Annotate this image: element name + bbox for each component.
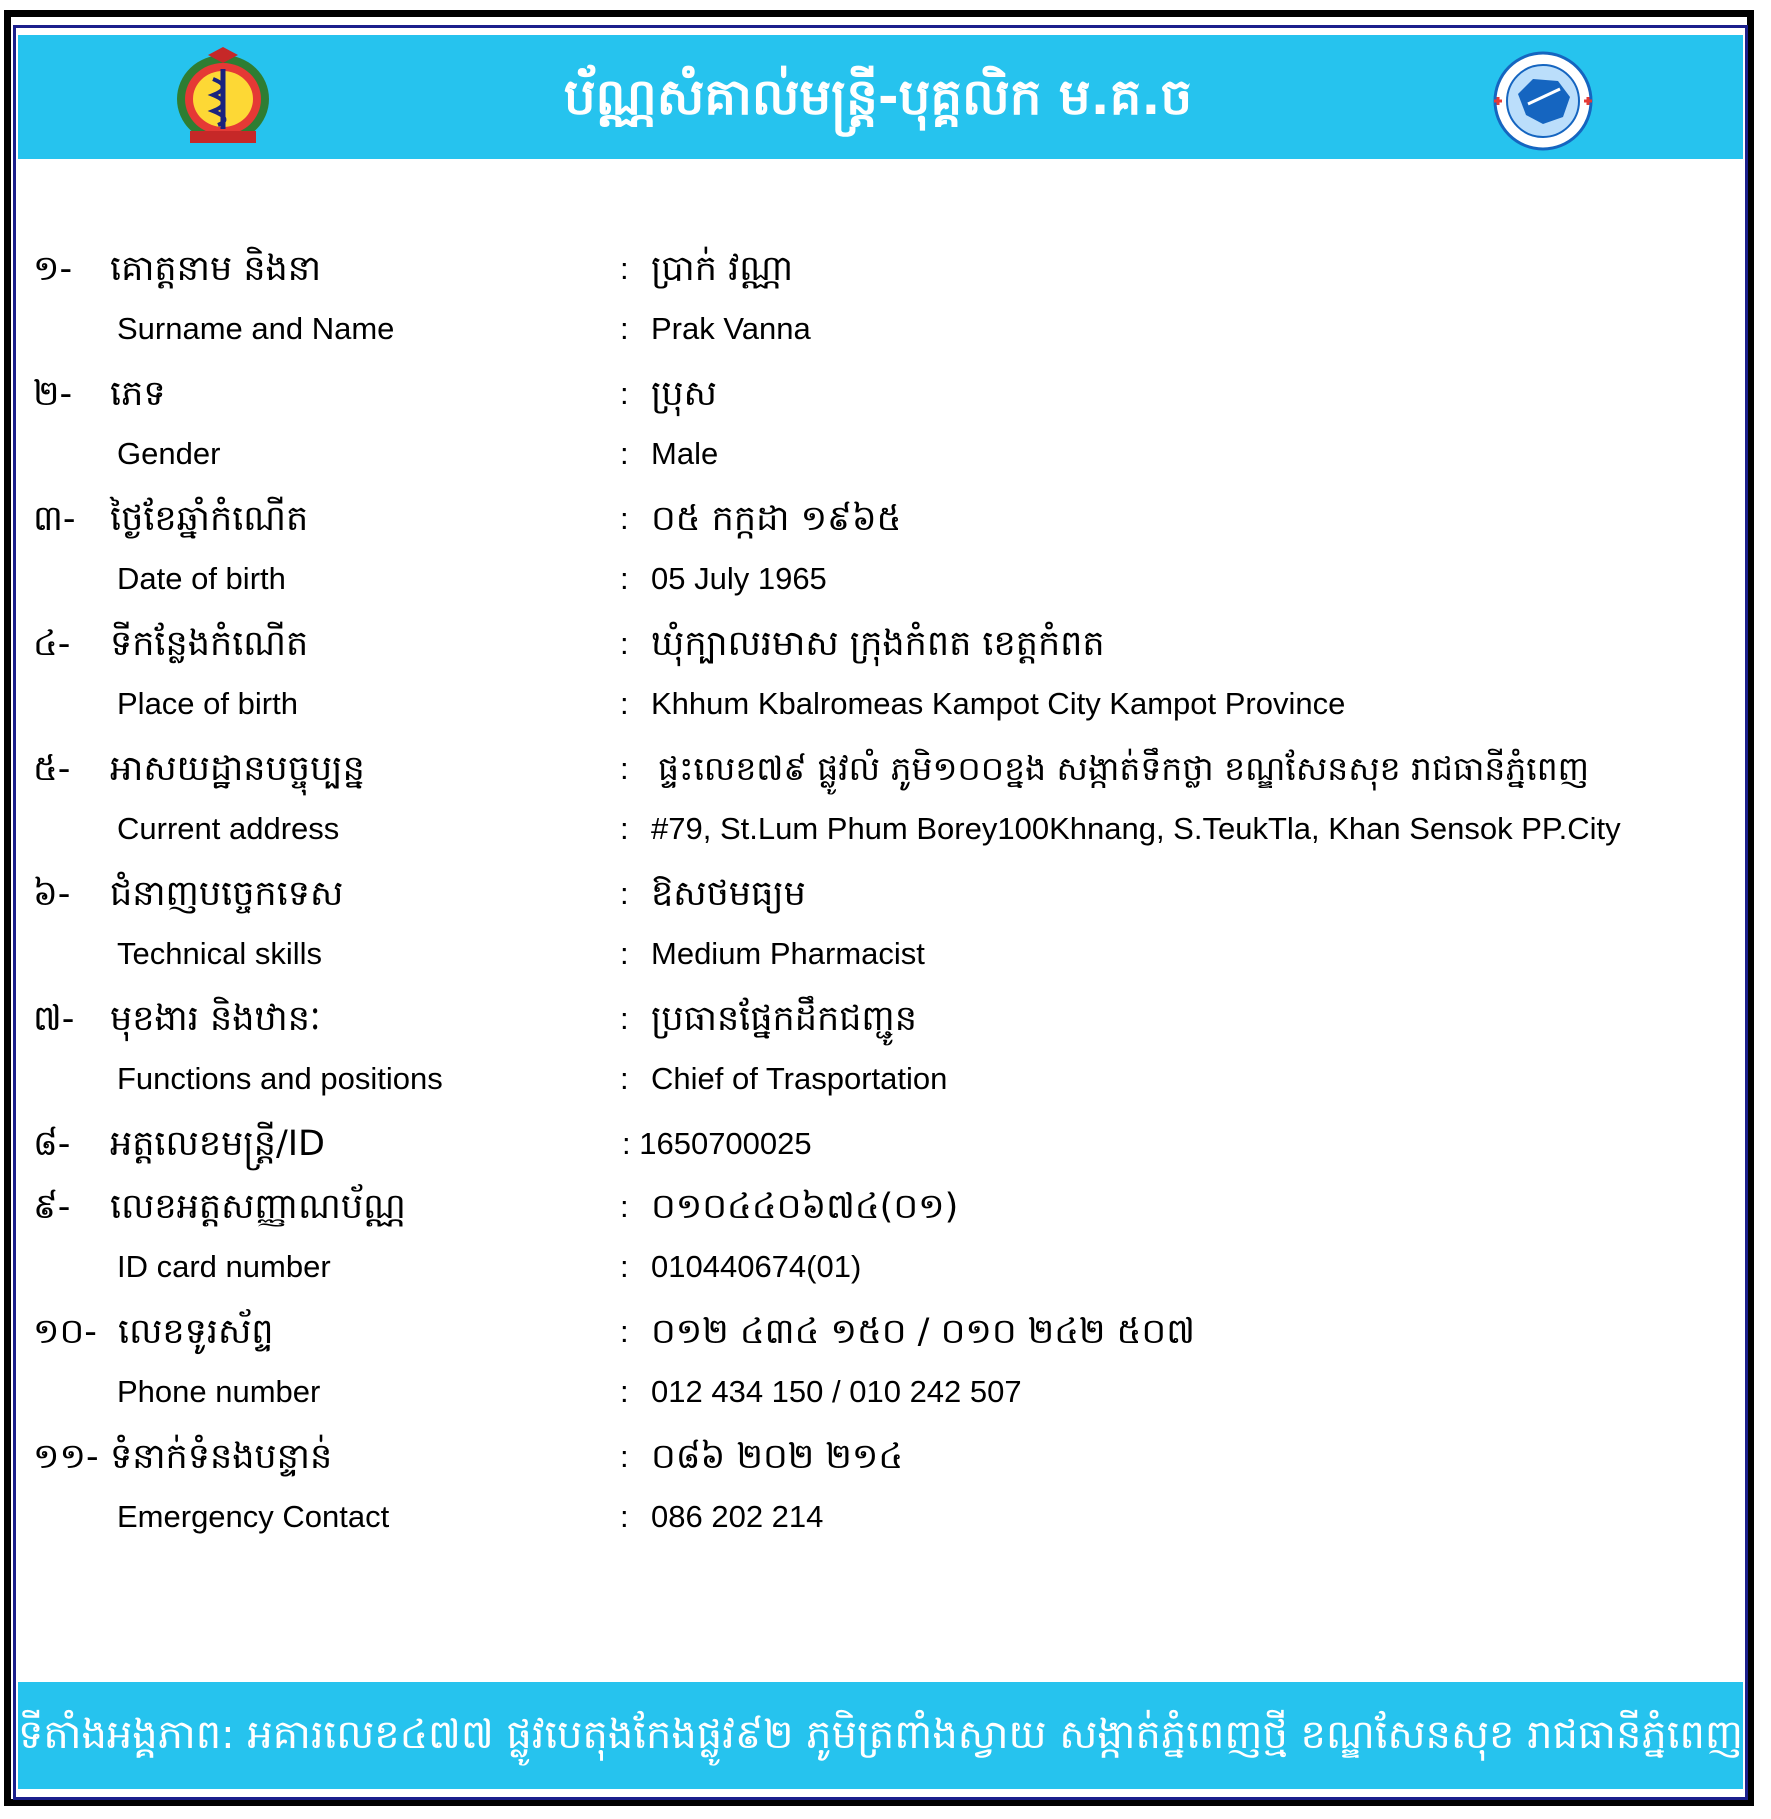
field-value-kh: ឱសថមធ្យម [651,874,806,914]
field-5-kh-row [0,739,1771,799]
field-value-en: 086 202 214 [651,1499,824,1534]
field-value-kh: ០១២ ៤៣៤ ១៥០ / ០១០ ២៤២ ៥០៧ [651,1312,1195,1352]
field-2-en-row [0,424,1771,484]
colon: : [620,1249,629,1284]
colon: : [620,626,629,661]
field-number: ៣- [33,499,76,539]
field-10-kh-row [0,1302,1771,1362]
field-3-kh-row [0,489,1771,549]
field-label-kh: ថ្ងៃខែឆ្នាំកំណើត [110,499,309,539]
field-label-kh: អាសយដ្ឋានបច្ចុប្បន្ន [110,749,365,789]
field-value-en: 010440674(01) [651,1249,862,1284]
colon: : [620,311,629,346]
field-label-kh: លេខអត្តសញ្ញាណប័ណ្ណ [110,1187,406,1227]
footer-band [18,1682,1743,1789]
field-label-en: ID card number [117,1249,331,1284]
field-4-kh-row [0,614,1771,674]
field-value-id: : 1650700025 [622,1126,812,1161]
field-value-en: Khhum Kbalromeas Kampot City Kampot Province [651,686,1346,721]
field-1-en-row [0,299,1771,359]
colon: : [620,1001,629,1036]
field-label-kh: ទំនាក់ទំនងបន្ទាន់ [110,1437,333,1477]
field-4-en-row [0,674,1771,734]
field-label-kh: អត្តលេខមន្ត្រី/ID [110,1124,326,1164]
field-number: ៤- [33,624,71,664]
field-label-kh: ភេទ [110,374,166,414]
field-label-kh: ទីកន្លែងកំណើត [110,624,309,664]
field-11-en-row [0,1487,1771,1547]
card-title: ប័ណ្ណសំគាល់មន្រ្តី-បុគ្គលិក ម.គ.ច [563,68,1193,126]
field-label-en: Functions and positions [117,1061,443,1096]
field-number: ៩- [33,1187,71,1227]
field-label-en: Current address [117,811,340,846]
field-8-row [0,1114,1771,1174]
field-5-en-row [0,799,1771,859]
field-value-en: #79, St.Lum Phum Borey100Khnang, S.TeukTla, Khan Sensok PP.City [651,811,1621,846]
field-label-en: Surname and Name [117,311,395,346]
field-10-en-row [0,1362,1771,1422]
colon: : [620,686,629,721]
field-number: ៧- [33,999,75,1039]
colon: : [620,561,629,596]
field-label-kh: លេខទូរស័ព្ទ [118,1312,274,1352]
field-value-kh: ០១០៤៤០៦៧៤(០១) [651,1187,959,1227]
colon: : [620,1189,629,1224]
colon: : [620,751,629,786]
field-label-en: Technical skills [117,936,323,971]
field-number: ៥- [33,749,71,789]
field-label-en: Date of birth [117,561,286,596]
field-label-en: Place of birth [117,686,298,721]
field-6-kh-row [0,864,1771,924]
field-label-en: Emergency Contact [117,1499,390,1534]
field-value-kh: ០៥ កក្កដា ១៩៦៥ [651,499,902,539]
field-value-en: Male [651,436,719,471]
field-value-en: Chief of Trasportation [651,1061,948,1096]
colon: : [620,1314,629,1349]
field-number: ៦- [33,874,71,914]
field-value-kh: ប្រាក់ វណ្ណា [651,249,794,289]
colon: : [620,811,629,846]
field-label-kh: ជំនាញបច្ចេកទេស [110,874,344,914]
field-value-en: 05 July 1965 [651,561,827,596]
field-number: ១១- [33,1437,99,1477]
field-1-kh-row [0,239,1771,299]
field-value-en: Prak Vanna [651,311,811,346]
colon: : [620,436,629,471]
footer-address: ទីតាំងអង្គភាព: អគារលេខ៤៧៧ ផ្លូវបេតុងកែងផ្លូវ៩២ ភូមិត្រពាំងស្វាយ សង្កាត់ភ្នំពេញថ្មី ខណ្ឌសែនសុខ រាជធានីភ្នំពេញ [18,1712,1743,1758]
field-value-en: Medium Pharmacist [651,936,925,971]
colon: : [620,876,629,911]
colon: : [620,1061,629,1096]
field-3-en-row [0,549,1771,609]
field-value-kh: ប្រុស [651,374,717,414]
field-value-kh: ប្រធានផ្នែកដឹកជញ្ជូន [651,999,917,1039]
field-9-kh-row [0,1177,1771,1237]
field-label-en: Gender [117,436,221,471]
colon: : [620,1374,629,1409]
field-number: ១០- [33,1312,97,1352]
field-label-kh: គោត្តនាម និងនា [110,249,322,289]
field-6-en-row [0,924,1771,984]
field-number: ៨- [33,1124,71,1164]
colon: : [620,501,629,536]
colon: : [620,936,629,971]
field-11-kh-row [0,1427,1771,1487]
field-7-kh-row [0,989,1771,1049]
field-number: ១- [33,249,73,289]
colon: : [620,376,629,411]
field-label-en: Phone number [117,1374,321,1409]
field-value-kh: ផ្ទះលេខ៧៩ ផ្លូវលំ ភូមិ១០០ខ្នង សង្កាត់ទឹកថ្លា ខណ្ឌសែនសុខ រាជធានីភ្នំពេញ [658,749,1590,788]
field-value-en: 012 434 150 / 010 242 507 [651,1374,1022,1409]
field-9-en-row [0,1237,1771,1297]
field-value-kh: ០៨៦ ២០២ ២១៤ [651,1437,904,1477]
field-number: ២- [33,374,73,414]
field-2-kh-row [0,364,1771,424]
colon: : [620,1499,629,1534]
colon: : [620,1439,629,1474]
colon: : [620,251,629,286]
field-value-kh: ឃុំក្បាលរមាស ក្រុងកំពត ខេត្តកំពត [651,624,1105,664]
field-7-en-row [0,1049,1771,1109]
field-label-kh: មុខងារ និងឋានៈ [110,999,321,1039]
